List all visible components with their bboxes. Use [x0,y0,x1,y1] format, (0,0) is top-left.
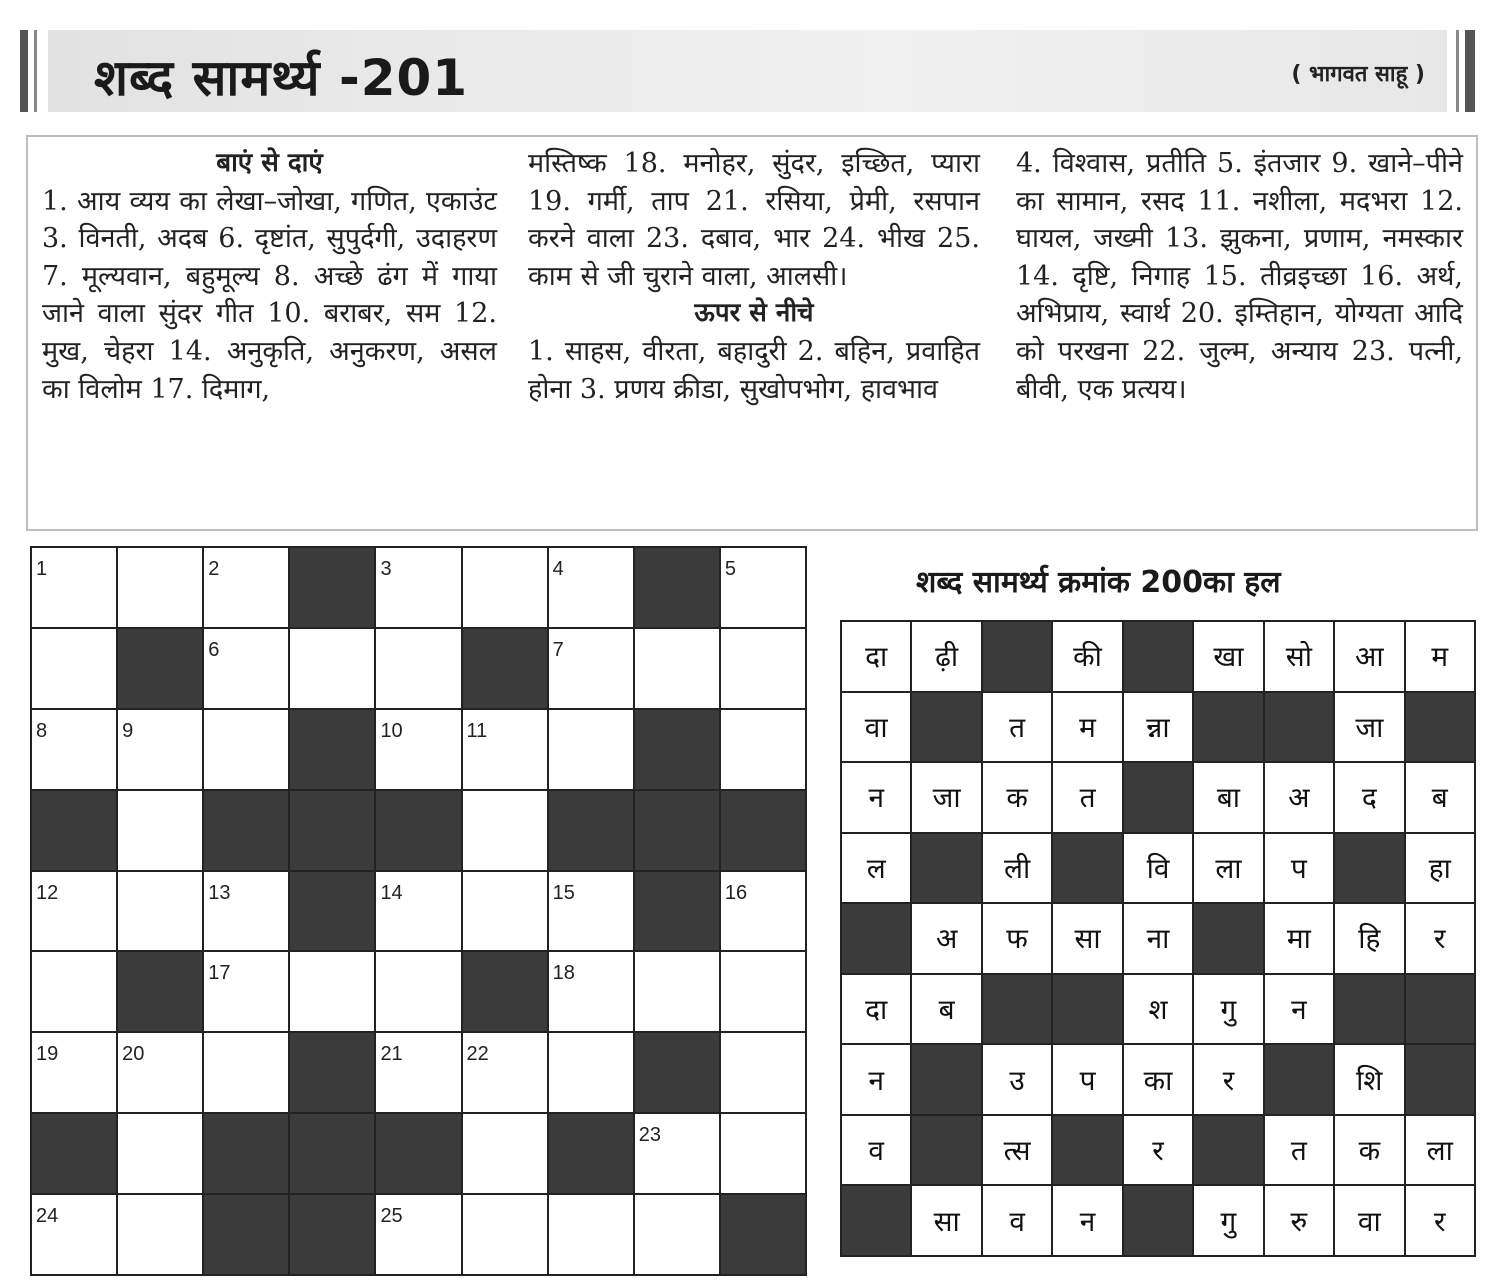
black-square [635,710,719,789]
solution-cell: र [1406,904,1474,973]
solution-cell: त [1265,1116,1333,1185]
solution-cell: ली [983,834,1051,903]
solution-cell: का [1124,1045,1192,1114]
black-square [721,791,805,870]
solution-cell: हा [1406,834,1474,903]
black-square [290,1033,374,1112]
solution-cell: आ [1335,622,1403,691]
solution-cell: ढ़ी [912,622,980,691]
black-square [635,1033,719,1112]
grid-cell[interactable] [549,952,633,1031]
black-square [204,1195,288,1274]
grid-cell[interactable] [463,791,547,870]
down-heading: ऊपर से नीचे [694,298,814,329]
grid-cell[interactable] [463,710,547,789]
grid-cell[interactable] [32,1195,116,1274]
grid-cell[interactable] [32,548,116,627]
solution-cell: सा [912,1186,980,1255]
clue-number: 25 [380,1205,403,1228]
solution-black-square [842,1186,910,1255]
grid-cell[interactable] [463,1033,547,1112]
solution-cell: ला [1406,1116,1474,1185]
grid-cell[interactable] [118,710,202,789]
grid-cell[interactable] [204,872,288,951]
solution-cell: म [1406,622,1474,691]
clue-number: 24 [36,1205,59,1228]
solution-black-square [1124,763,1192,832]
grid-cell[interactable] [635,629,719,708]
grid-cell[interactable] [376,1033,460,1112]
clue-number: 6 [208,638,220,661]
clue-number: 13 [208,881,231,904]
clue-number: 14 [380,881,403,904]
solution-cell: वा [1335,1186,1403,1255]
grid-cell[interactable] [204,710,288,789]
clue-number: 8 [36,719,48,742]
solution-cell: क [1335,1116,1403,1185]
solution-cell: अ [912,904,980,973]
solution-cell: द [1335,763,1403,832]
solution-cell: दा [842,975,910,1044]
solution-black-square [1265,1045,1333,1114]
solution-cell: गु [1194,1186,1262,1255]
solution-cell: मा [1265,904,1333,973]
grid-cell[interactable] [635,1195,719,1274]
grid-cell[interactable] [463,1114,547,1193]
solution-black-square [912,834,980,903]
grid-cell[interactable] [549,629,633,708]
solution-black-square [1124,622,1192,691]
solution-cell: न [842,763,910,832]
solution-cell: व [983,1186,1051,1255]
grid-cell[interactable] [118,548,202,627]
black-square [290,1114,374,1193]
solution-black-square [1406,975,1474,1044]
solution-cell: की [1053,622,1121,691]
author-credit: ( भागवत साहू ) [1291,62,1425,87]
grid-cell[interactable] [721,1114,805,1193]
solution-black-square [842,904,910,973]
right-decor-line [1456,30,1459,112]
solution-cell: ला [1194,834,1262,903]
black-square [463,629,547,708]
clue-number: 16 [724,881,748,904]
grid-cell[interactable] [118,1114,202,1193]
clue-number: 7 [552,638,564,661]
solution-cell: फ [983,904,1051,973]
clue-number: 18 [552,962,575,985]
grid-cell[interactable] [290,629,374,708]
black-square [376,791,460,870]
grid-cell[interactable] [376,629,460,708]
solution-cell: प [1265,834,1333,903]
solution-black-square [1053,834,1121,903]
clue-number: 17 [208,962,231,985]
black-square [290,710,374,789]
solution-black-square [1053,975,1121,1044]
grid-cell[interactable] [549,1195,633,1274]
across-clues-part-1: 1. आय व्यय का लेखा–जोखा, गणित, एकाउंट 3. विनती, अदब 6. दृष्टांत, सुपुर्दगी, उदाहरण 7. मूल्यवान, बहुमूल्य 8. अच्छे ढंग में गाया जाने वाला सुंदर गीत 10. बराबर, सम 12. मुख, चेहरा 14. अनुकृति, अनुकरण, असल का विलोम 17. दिमाग, [42,185,497,405]
solution-black-square [983,622,1051,691]
clues-column-1 [42,145,497,408]
solution-black-square [912,693,980,762]
left-decor-line [34,30,37,112]
clue-number: 20 [122,1043,145,1066]
grid-cell[interactable] [32,952,116,1031]
grid-cell[interactable] [32,1033,116,1112]
grid-cell[interactable] [635,1114,719,1193]
clue-number: 2 [208,558,220,580]
clue-number: 22 [466,1043,489,1066]
solution-black-square [912,1045,980,1114]
black-square [118,952,202,1031]
solution-cell: बा [1194,763,1262,832]
clue-number: 12 [36,881,59,904]
grid-cell[interactable] [204,548,288,627]
grid-cell[interactable] [376,1195,460,1274]
solution-cell: र [1124,1116,1192,1185]
grid-cell[interactable] [204,1033,288,1112]
across-clues-part-2: मस्तिष्क 18. मनोहर, सुंदर, इच्छित, प्यारा 19. गर्मी, ताप 21. रसिया, प्रेमी, रसपान करने वाला 23. दबाव, भार 24. भीख 25. काम से जी चुराने वाला, आलसी। [528,148,980,292]
solution-black-square [1194,693,1262,762]
clue-number: 10 [380,719,403,742]
grid-cell[interactable] [32,629,116,708]
solution-black-square [1335,975,1403,1044]
solution-cell: रु [1265,1186,1333,1255]
black-square [204,1114,288,1193]
black-square [549,1114,633,1193]
black-square [204,791,288,870]
solution-black-square [1335,834,1403,903]
right-decor-bar [1465,30,1475,112]
solution-cell: वि [1124,834,1192,903]
clue-number: 3 [380,558,392,580]
black-square [635,548,719,627]
clue-number: 4 [552,558,564,580]
solution-black-square [1265,693,1333,762]
solution-cell: प [1053,1045,1121,1114]
solution-cell: जा [912,763,980,832]
grid-cell[interactable] [463,872,547,951]
crossword-grid [30,546,807,1276]
grid-cell[interactable] [32,872,116,951]
solution-cell: र [1406,1186,1474,1255]
grid-cell[interactable] [376,952,460,1031]
solution-cell: न [1053,1186,1121,1255]
black-square [32,1114,116,1193]
grid-cell[interactable] [118,1195,202,1274]
solution-black-square [983,975,1051,1044]
solution-black-square [912,1116,980,1185]
grid-cell[interactable] [463,548,547,627]
clue-number: 5 [724,558,736,580]
solution-grid [840,620,1476,1257]
grid-cell[interactable] [721,1033,805,1112]
puzzle-title: शब्द सामर्थ्य -201 [94,49,469,107]
solution-black-square [1194,904,1262,973]
grid-cell[interactable] [549,548,633,627]
down-clues-part-2: 4. विश्वास, प्रतीति 5. इंतजार 9. खाने–पीने का सामान, रसद 11. नशीला, मदभरा 12. घायल, जख्मी 13. झुकना, प्रणाम, नमस्कार 14. दृष्टि, निगाह 15. तीव्रइच्छा 16. अर्थ, अभिप्राय, स्वार्थ 20. इम्तिहान, योग्यता आदि को परखना 22. जुल्म, अन्याय 23. पत्नी, बीवी, एक प्रत्यय। [1016,148,1463,405]
solution-cell: हि [1335,904,1403,973]
header-banner [20,30,1475,112]
grid-cell[interactable] [118,791,202,870]
clue-number: 1 [36,558,48,580]
solution-cell: त्स [983,1116,1051,1185]
black-square [32,791,116,870]
black-square [549,791,633,870]
black-square [463,952,547,1031]
black-square [118,629,202,708]
grid-cell[interactable] [204,629,288,708]
solution-black-square [1194,1116,1262,1185]
black-square [290,791,374,870]
grid-cell[interactable] [118,872,202,951]
clues-column-2 [528,145,980,408]
clue-number: 11 [466,719,488,742]
solution-cell: ना [1124,904,1192,973]
grid-cell[interactable] [635,952,719,1031]
clue-number: 15 [552,881,575,904]
solution-cell: दा [842,622,910,691]
grid-cell[interactable] [549,1033,633,1112]
solution-cell: श [1124,975,1192,1044]
down-clues-part-1: 1. साहस, वीरता, बहादुरी 2. बहिन, प्रवाहित होना 3. प्रणय क्रीडा, सुखोपभोग, हावभाव [528,335,980,405]
grid-cell[interactable] [463,1195,547,1274]
black-square [290,872,374,951]
solution-cell: ल [842,834,910,903]
black-square [376,1114,460,1193]
solution-cell: न [1265,975,1333,1044]
solution-cell: त [1053,763,1121,832]
solution-black-square [1406,693,1474,762]
solution-cell: र [1194,1045,1262,1114]
solution-cell: वा [842,693,910,762]
grid-cell[interactable] [721,710,805,789]
black-square [290,548,374,627]
black-square [721,1195,805,1274]
solution-cell: शि [1335,1045,1403,1114]
grid-cell[interactable] [204,952,288,1031]
clue-number: 21 [380,1043,403,1066]
solution-black-square [1124,1186,1192,1255]
solution-cell: न्ना [1124,693,1192,762]
solution-black-square [1053,1116,1121,1185]
solution-cell: ब [912,975,980,1044]
left-decor-bar [20,30,28,112]
grid-cell[interactable] [721,548,805,627]
grid-cell[interactable] [118,1033,202,1112]
black-square [635,872,719,951]
solution-cell: न [842,1045,910,1114]
solution-cell: म [1053,693,1121,762]
solution-black-square [1406,1045,1474,1114]
grid-cell[interactable] [32,710,116,789]
clue-number: 19 [36,1043,59,1066]
grid-cell[interactable] [721,629,805,708]
grid-cell[interactable] [549,710,633,789]
clue-number: 9 [122,719,134,742]
grid-cell[interactable] [721,952,805,1031]
solution-cell: सा [1053,904,1121,973]
solution-cell: सो [1265,622,1333,691]
solution-cell: जा [1335,693,1403,762]
grid-cell[interactable] [376,548,460,627]
solution-title: शब्द सामर्थ्य क्रमांक 200का हल [916,565,1281,600]
solution-cell: क [983,763,1051,832]
solution-cell: गु [1194,975,1262,1044]
black-square [290,1195,374,1274]
solution-cell: व [842,1116,910,1185]
grid-cell[interactable] [721,872,805,951]
grid-cell[interactable] [290,952,374,1031]
grid-cell[interactable] [549,872,633,951]
solution-cell: खा [1194,622,1262,691]
solution-cell: उ [983,1045,1051,1114]
grid-cell[interactable] [376,710,460,789]
clues-column-3 [1016,145,1463,408]
solution-cell: त [983,693,1051,762]
grid-cell[interactable] [376,872,460,951]
clue-number: 23 [638,1124,662,1147]
across-heading: बाएं से दाएं [216,148,323,178]
solution-cell: अ [1265,763,1333,832]
black-square [635,791,719,870]
solution-cell: ब [1406,763,1474,832]
clues-box [26,135,1478,531]
